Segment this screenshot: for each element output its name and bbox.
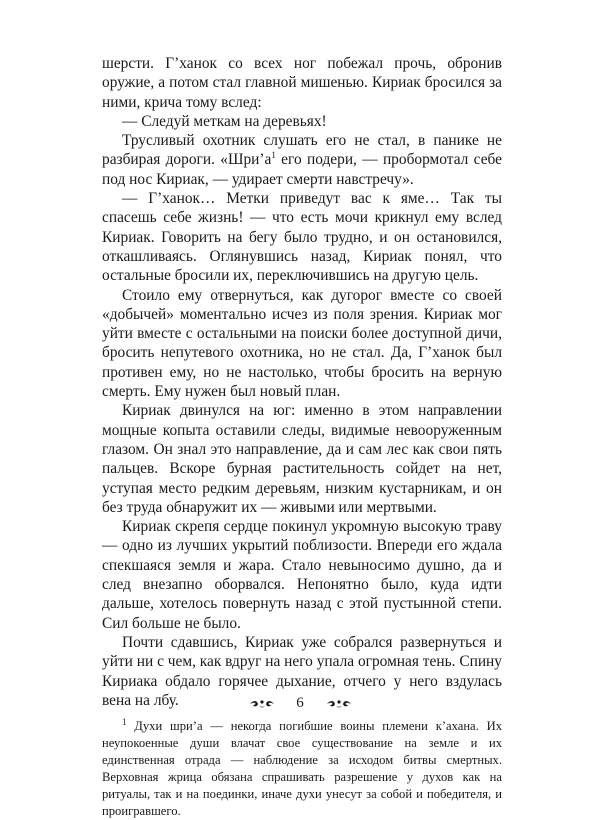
paragraph: Стоило ему отвернуться, как дугорог вместе со своей «добычей» моментально исчез из поля зрения. Кириак мог уйти вместе с остальными на поиски более доступной дичи, бросить непутевого охотника, но не стал. Да, Г’ханок был противен ему, но не настолько, чтобы бросить на верную смерть. Ему нужен был новый план. — [102, 286, 502, 401]
footnote-mark: 1 — [122, 716, 127, 727]
paragraph: Кириак скрепя сердце покинул укромную высокую траву — одно из лучших укрытий поблизости. Впереди его ждала спекшаяся земля и жара. Стало невыносимо душно, да и след внезапно оборвался. Непонятно было, куда идти дальше, хотелось повернуть назад с этой пустынной степи. Сил больше не было. — [102, 518, 502, 632]
footnote-ref[interactable]: 1 — [271, 150, 276, 161]
left-ornament-icon — [249, 698, 275, 710]
body-text — [102, 54, 502, 710]
page-number: 6 — [296, 695, 304, 711]
paragraph: — Г’ханок… Метки приведут вас к яме… Так ты спасешь себе жизнь! — что есть мочи крикнул ему вслед Кириак. Говорить на бегу было трудно, и он остановился, откашливаясь. Оглянувшись назад, Кириак понял, что остальные бросили их, переключившись на другую цель. — [102, 190, 502, 285]
paragraph — [102, 131, 502, 189]
paragraph: Почти сдавшись, Кириак уже собрался развернуться и уйти ни с чем, как вдруг на него упала огромная тень. Спину Кириака обдало горячее дыхание, отчего у него вздулась вена на лбу. — [102, 633, 502, 709]
page-footer — [0, 693, 600, 713]
footnote-body: Духи шри’а — некогда погибшие воины племени к’ахана. Их неупокоенные души влачат свое существование на земле и их единственная отрада — наблюдение за исходом битвы смертных. Верховная жрица обязана спрашивать разрешение у духов как на ритуалы, так и на поединки, иначе духи унесут за собой и победителя, и проигравшего. — [102, 719, 502, 819]
paragraph-text: его подери, — пробормотал себе под нос Кириак, — удирает смерти навстречу». — [102, 151, 502, 188]
paragraph: Кириак двинулся на юг: именно в этом направлении мощные копыта оставили следы, видимые невооруженным глазом. Он знал это направление, да и сам лес как свои пять пальцев. Вскоре бурная растительность сойдет на нет, уступая место редким деревьям, низким кустарникам, и он без труда обнаружит их — живыми или мертвыми. — [102, 402, 502, 516]
paragraph: шерсти. Г’ханок со всех ног побежал прочь, обронив оружие, а потом стал главной мишенью. Кириак бросился за ними, крича тому вслед: — [102, 55, 502, 111]
footnote — [102, 718, 502, 820]
paragraph: — Следуй меткам на деревьях! — [122, 112, 327, 130]
paragraph-text: Трусливый охотник слушать его не стал, в панике не разбирая дороги. «Шри’а — [102, 132, 502, 169]
footnote-text — [102, 718, 502, 820]
right-ornament-icon — [326, 698, 352, 710]
